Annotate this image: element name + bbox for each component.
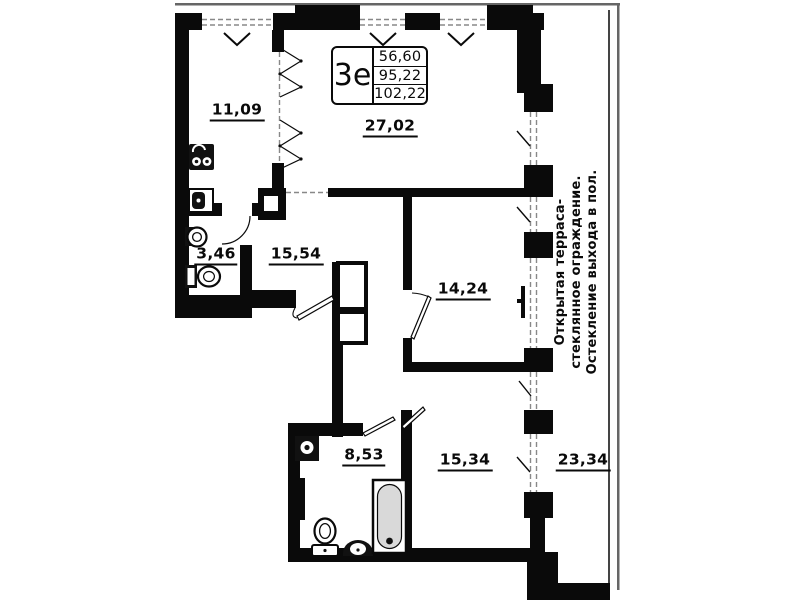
unit-info-box <box>331 46 428 105</box>
bathtub-icon <box>373 480 406 553</box>
unit-area-value: 102,22 <box>374 86 426 103</box>
room-label-bath-large: 8,53 <box>342 446 385 467</box>
ventilation-shaft <box>338 263 366 343</box>
room-label-bath-small: 3,46 <box>194 245 237 266</box>
unit-label: 3е <box>333 48 374 103</box>
door-swings <box>222 216 431 436</box>
toilet-icon <box>185 265 220 288</box>
bedroom1-door-arc <box>412 293 429 297</box>
washing-machine-icon <box>295 436 319 461</box>
room-label-bedroom1: 14,24 <box>436 280 491 301</box>
folding-partition-icon <box>278 48 302 169</box>
room-label-kitchen: 11,09 <box>210 101 265 122</box>
unit-area-value: 56,60 <box>374 48 426 67</box>
unit-areas <box>374 48 426 103</box>
room-label-hallway: 15,54 <box>269 245 324 266</box>
terrace-annotation-line: стеклянное ограждение. <box>568 175 584 369</box>
room-label-living: 27,02 <box>363 117 418 138</box>
bath-small-door-arc <box>222 216 250 244</box>
entrance-door-arc <box>293 308 297 318</box>
kitchen-sink-icon <box>189 189 213 212</box>
balcony-door-icon <box>517 286 525 318</box>
terrace-annotation <box>553 142 601 402</box>
bathroom-door-leaf <box>363 417 395 436</box>
sink-icon <box>343 540 373 556</box>
room-label-terrace: 23,34 <box>556 451 611 472</box>
terrace-annotation-line: Остекление выхода в пол. <box>584 169 600 375</box>
stove-icon <box>189 144 214 170</box>
entrance-door-leaf <box>297 296 334 320</box>
window-chevron-icon <box>224 33 474 45</box>
duct-opening <box>263 195 279 212</box>
toilet2-icon <box>312 519 338 557</box>
unit-area-value: 95,22 <box>374 67 426 86</box>
bedroom1-door-leaf <box>411 296 431 339</box>
room-label-bedroom2: 15,34 <box>438 451 493 472</box>
terrace-annotation-line: Открытая терраса- <box>553 198 568 346</box>
